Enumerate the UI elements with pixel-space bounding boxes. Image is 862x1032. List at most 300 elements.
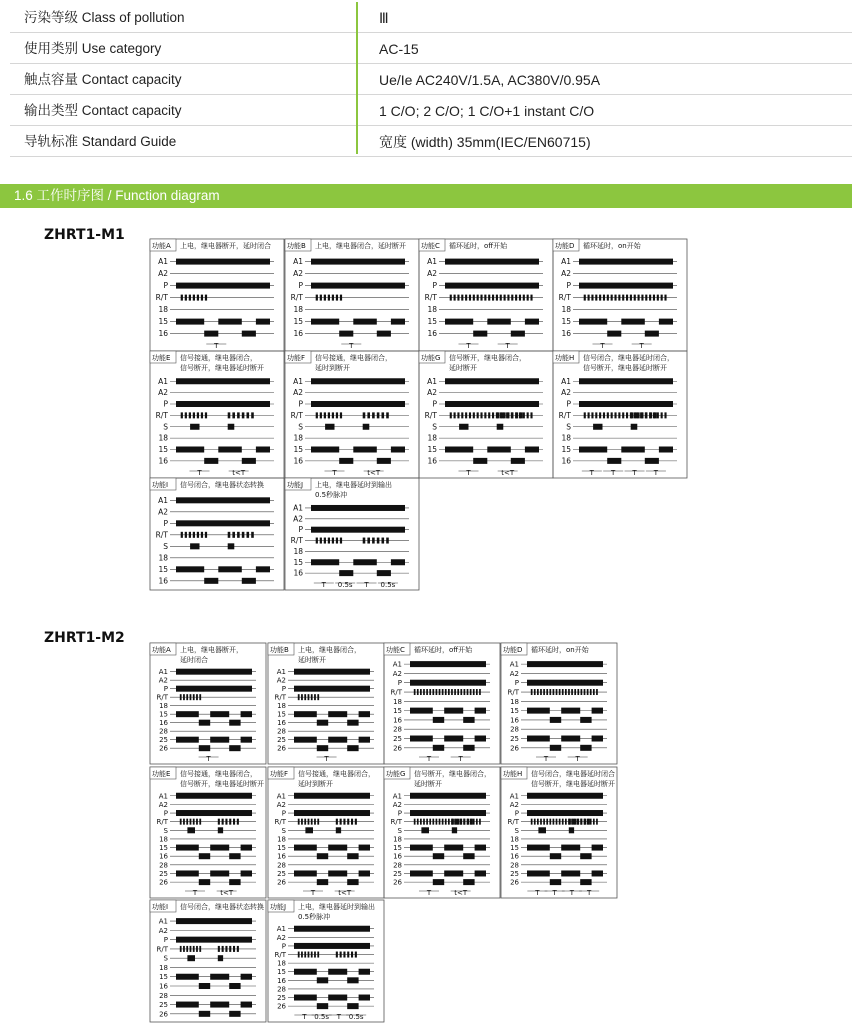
signal-tick [473,689,475,695]
signal-label: 16 [277,976,286,985]
signal-tick [588,295,590,301]
diagram-panel [285,478,419,590]
waveform-pulse [241,974,252,980]
signal-label: 28 [277,727,286,736]
signal-label: A2 [392,800,402,809]
waveform-pulse [176,497,270,503]
signal-label: S [163,826,168,835]
signal-label: 18 [293,433,303,443]
time-marker-label: T [302,1013,307,1021]
signal-tick [556,689,558,695]
time-marker-label: T [611,469,616,477]
signal-tick [237,532,240,538]
signal-label: S [163,541,168,551]
waveform-pulse [294,969,317,975]
signal-label: A1 [158,257,168,267]
waveform-pulse [176,974,199,980]
signal-label: 16 [158,576,168,586]
signal-tick [653,295,655,301]
signal-tick [634,295,636,301]
signal-label: R/T [274,951,286,960]
time-marker-label: T [349,342,354,350]
time-marker-label: T [310,889,316,897]
waveform-pulse [218,319,242,325]
waveform-pulse [176,520,270,526]
signal-label: A2 [158,388,168,398]
signal-label: A1 [561,376,571,386]
waveform-pulse [561,845,580,851]
signal-label: 18 [159,963,168,972]
signal-tick [456,819,458,825]
signal-label: 18 [277,702,286,711]
spec-value: Ⅲ [379,10,389,26]
waveform-pulse [353,447,377,453]
signal-tick [304,952,306,958]
signal-tick [316,295,318,301]
waveform-pulse [199,720,210,726]
waveform-pulse [444,708,463,714]
time-marker-label: T [653,469,659,477]
waveform-pulse [445,378,539,384]
signal-tick [347,952,349,958]
signal-label: A1 [293,376,303,386]
waveform-pulse [527,680,603,686]
signal-tick [367,538,370,544]
signal-label: A1 [427,376,437,386]
signal-tick [595,412,597,418]
signal-tick [193,532,195,538]
signal-tick [596,819,598,825]
signal-tick [537,819,539,825]
waveform-pulse [317,745,328,751]
waveform-pulse [199,1011,210,1017]
signal-label: A1 [276,925,286,934]
signal-tick [584,295,586,301]
waveform-pulse [410,793,486,799]
signal-tick [580,819,582,825]
signal-label: A2 [509,800,519,809]
signal-tick [511,412,514,418]
waveform-pulse [592,870,603,876]
signal-tick [584,689,586,695]
signal-tick [347,819,349,825]
signal-tick [614,295,616,301]
waveform-pulse [229,1011,240,1017]
signal-tick [199,819,201,825]
signal-tick [355,819,357,825]
signal-tick [448,819,450,825]
signal-tick [205,412,207,418]
waveform-pulse [328,711,347,717]
signal-label: P [397,809,402,818]
signal-label: 26 [277,1002,286,1011]
time-marker-label: 0.5s [314,1013,330,1021]
waveform-pulse [256,447,270,453]
function-tag: 功能F [287,354,306,362]
signal-tick [237,946,239,952]
waveform-pulse [210,1002,229,1008]
waveform-pulse [592,708,603,714]
signal-label: 18 [293,546,303,556]
signal-label: 16 [277,719,286,728]
waveform-pulse [444,736,463,742]
signal-tick [543,689,545,695]
signal-tick [523,412,525,418]
spec-label: 触点容量 Contact capacity [24,72,182,87]
waveform-pulse [475,870,486,876]
waveform-pulse [444,845,463,851]
signal-label: 25 [277,994,286,1003]
waveform-pulse [176,401,270,407]
signal-label: A1 [158,376,168,386]
waveform-pulse [391,319,405,325]
waveform-pulse [317,720,328,726]
waveform-pulse [176,669,252,675]
signal-tick [193,295,195,301]
waveform-pulse [176,793,252,799]
signal-tick [461,295,463,301]
signal-tick [584,819,586,825]
waveform-pulse [475,845,486,851]
signal-label: R/T [155,293,168,303]
signal-label: A1 [392,660,402,669]
time-marker-label: T [458,755,463,763]
waveform-pulse [311,319,339,325]
waveform-pulse [328,969,347,975]
signal-tick [324,412,326,418]
signal-tick [324,295,326,301]
signal-label: 25 [393,735,402,744]
time-marker-label: t<T [338,889,352,897]
signal-tick [377,412,380,418]
signal-label: R/T [274,693,286,702]
signal-tick [635,412,638,418]
signal-tick [308,694,310,700]
signal-label: A2 [427,269,437,279]
waveform-pulse [218,955,223,961]
signal-label: P [397,679,402,688]
signal-label: 26 [159,878,168,887]
waveform-pulse [328,845,347,851]
waveform-pulse [294,926,370,932]
signal-label: P [298,281,303,291]
signal-tick [527,295,529,301]
function-description: 延时闭合 [180,656,208,664]
signal-label: 25 [277,869,286,878]
signal-label: 15 [159,844,168,853]
signal-tick [343,819,345,825]
signal-label: P [432,281,437,291]
function-tag: 功能G [386,770,406,778]
diagram-panel [268,767,384,898]
diagram-panel [150,239,284,351]
waveform-pulse [176,378,270,384]
signal-tick [328,538,330,544]
waveform-pulse [592,736,603,742]
waveform-pulse [421,827,429,833]
waveform-pulse [525,447,539,453]
signal-label: R/T [156,818,168,827]
waveform-pulse [527,661,603,667]
function-tag: 功能I [152,903,169,911]
signal-label: 15 [277,844,286,853]
signal-label: P [163,809,168,818]
waveform-pulse [294,870,317,876]
signal-tick [332,412,334,418]
signal-label: A2 [293,269,303,279]
signal-label: 15 [158,445,168,455]
waveform-pulse [473,331,487,337]
waveform-pulse [452,827,457,833]
signal-tick [181,412,183,418]
waveform-pulse [433,853,444,859]
signal-label: 25 [159,736,168,745]
spec-value: 宽度 (width) 35mm(IEC/EN60715) [379,134,591,150]
waveform-pulse [176,810,252,816]
signal-tick [304,694,306,700]
waveform-pulse [473,458,487,464]
spec-value: AC-15 [379,41,419,57]
signal-tick [382,538,385,544]
signal-tick [311,952,313,958]
waveform-pulse [210,845,229,851]
signal-tick [530,295,532,301]
signal-tick [442,689,444,695]
signal-tick [465,412,467,418]
waveform-pulse [377,458,391,464]
waveform-pulse [511,458,525,464]
function-tag: 功能A [152,242,171,250]
signal-tick [351,952,353,958]
function-tag: 功能H [555,354,575,362]
waveform-pulse [391,447,405,453]
signal-label: P [566,281,571,291]
waveform-pulse [294,686,370,692]
signal-label: R/T [390,818,402,827]
signal-tick [242,412,245,418]
waveform-pulse [317,977,328,983]
signal-label: 25 [510,869,519,878]
signal-label: R/T [156,945,168,954]
waveform-pulse [328,870,347,876]
signal-tick [233,946,235,952]
waveform-pulse [475,708,486,714]
signal-tick [571,689,573,695]
signal-tick [351,819,353,825]
signal-tick [649,295,651,301]
signal-tick [251,532,254,538]
signal-tick [476,689,478,695]
waveform-pulse [176,319,204,325]
signal-tick [340,412,342,418]
signal-tick [340,952,342,958]
diagram-panel [150,478,284,590]
signal-tick [450,295,452,301]
time-marker-label: t<T [454,889,468,897]
signal-tick [507,295,509,301]
signal-tick [186,819,188,825]
signal-tick [190,819,192,825]
signal-label: A1 [158,792,168,801]
waveform-pulse [294,810,370,816]
signal-tick [607,412,609,418]
signal-tick [228,412,231,418]
signal-tick [251,412,254,418]
signal-label: P [163,936,168,945]
signal-tick [543,819,545,825]
signal-tick [298,694,300,700]
signal-tick [205,532,207,538]
waveform-pulse [339,570,353,576]
waveform-pulse [621,447,645,453]
waveform-pulse [579,447,607,453]
waveform-pulse [359,995,370,1001]
signal-tick [650,412,653,418]
signal-label: R/T [424,410,437,420]
time-marker-label: T [639,342,644,350]
signal-tick [465,295,467,301]
signal-tick [237,412,240,418]
waveform-pulse [511,331,525,337]
function-description: 信号断开，继电器延时断开 [180,364,264,372]
waveform-pulse [444,870,463,876]
function-description: 信号闭合，继电器状态转换 [180,481,264,489]
signal-tick [565,819,567,825]
signal-tick [436,819,438,825]
time-marker-label: T [543,755,549,763]
signal-tick [516,412,519,418]
signal-tick [232,412,235,418]
signal-label: R/T [155,530,168,540]
signal-tick [537,689,539,695]
signal-tick [340,819,342,825]
signal-label: A1 [561,257,571,267]
signal-label: 18 [561,305,571,315]
signal-tick [328,412,330,418]
function-description: 循环延时，off开始 [449,242,508,250]
signal-tick [218,946,220,952]
signal-tick [484,295,486,301]
signal-label: 26 [159,744,168,753]
function-tag: 功能E [152,354,171,362]
waveform-pulse [659,447,673,453]
signal-tick [377,538,380,544]
signal-tick [569,819,571,825]
signal-label: 18 [158,305,168,315]
signal-label: R/T [424,293,437,303]
signal-label: A1 [276,792,286,801]
function-description: 0.5秒脉冲 [315,491,348,499]
signal-tick [183,946,185,952]
function-description: 上电，继电器断开，延时闭合 [180,242,271,250]
waveform-pulse [176,937,252,943]
waveform-pulse [579,283,673,289]
signal-label: S [163,422,168,432]
function-tag: 功能C [421,242,440,250]
waveform-pulse [579,401,673,407]
waveform-pulse [561,870,580,876]
signal-tick [442,819,444,825]
time-marker-label: t<T [501,469,515,477]
waveform-pulse [359,737,370,743]
model-title: ZHRT1-M1 [44,227,125,243]
signal-label: A1 [293,503,303,513]
function-tag: 功能I [152,481,169,489]
signal-tick [320,295,322,301]
signal-tick [193,946,195,952]
waveform-pulse [176,870,199,876]
time-marker-label: T [552,889,557,897]
signal-tick [426,819,428,825]
signal-tick [308,952,310,958]
signal-label: 28 [277,985,286,994]
waveform-pulse [527,736,550,742]
waveform-pulse [538,827,546,833]
signal-label: R/T [558,293,571,303]
signal-label: 15 [293,317,303,327]
waveform-pulse [377,331,391,337]
waveform-pulse [328,995,347,1001]
time-marker-label: T [426,889,432,897]
signal-tick [201,412,203,418]
signal-label: 18 [393,835,402,844]
signal-label: 15 [427,317,437,327]
signal-tick [336,412,338,418]
signal-label: 18 [159,835,168,844]
signal-tick [504,295,506,301]
signal-label: P [163,518,168,528]
waveform-pulse [241,1002,252,1008]
signal-tick [540,819,542,825]
signal-label: 15 [293,557,303,567]
waveform-pulse [347,853,358,859]
waveform-pulse [242,578,256,584]
signal-label: 18 [158,433,168,443]
signal-tick [530,412,532,418]
function-description: 信号断开，继电器延时断开 [180,780,264,788]
waveform-pulse [228,424,235,430]
signal-tick [247,412,250,418]
signal-tick [457,689,459,695]
waveform-pulse [218,447,242,453]
time-marker-label: T [589,469,594,477]
signal-label: S [432,422,437,432]
signal-tick [205,295,207,301]
signal-tick [439,689,441,695]
waveform-pulse [176,918,252,924]
signal-tick [576,819,578,825]
signal-tick [190,694,192,700]
signal-label: 15 [158,317,168,327]
signal-label: A1 [427,257,437,267]
function-description: 信号断开，继电器延时断开 [583,364,667,372]
waveform-pulse [580,717,591,723]
time-marker-label: 0.5s [337,581,353,589]
signal-label: 26 [393,744,402,753]
signal-tick [445,689,447,695]
signal-tick [546,689,548,695]
spec-value: 1 C/O; 2 C/O; 1 C/O+1 instant C/O [379,103,595,119]
waveform-pulse [445,259,539,265]
signal-tick [519,295,521,301]
signal-tick [484,412,486,418]
signal-tick [631,412,634,418]
diagram-panel [501,767,617,898]
signal-tick [657,412,659,418]
waveform-pulse [487,447,511,453]
signal-label: A1 [158,668,168,677]
time-marker-label: T [587,889,592,897]
